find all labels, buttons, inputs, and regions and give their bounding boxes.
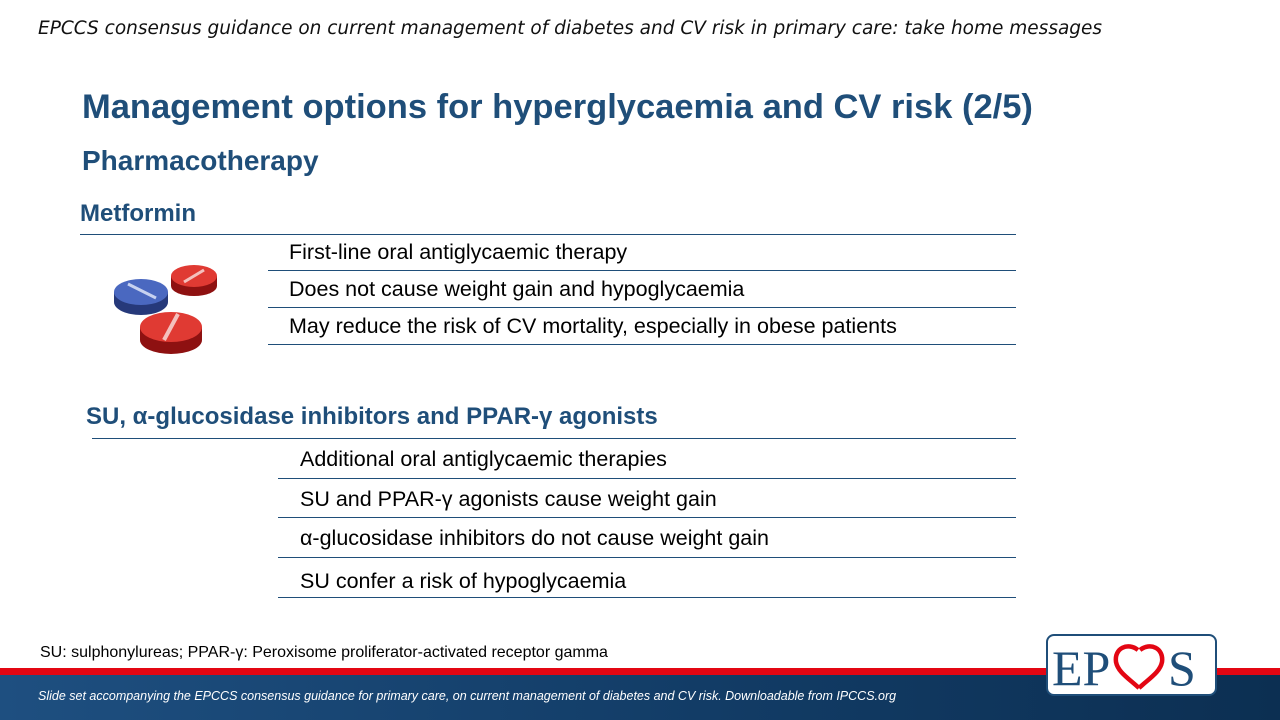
divider-line xyxy=(278,557,1016,558)
abbreviation-footnote: SU: sulphonylureas; PPAR-γ: Peroxisome proliferator-activated receptor gamma xyxy=(40,644,608,661)
divider-line xyxy=(278,478,1016,479)
su-heading: SU, α-glucosidase inhibitors and PPAR-γ agonists xyxy=(86,403,658,430)
svg-text:EP: EP xyxy=(1052,640,1111,694)
metformin-point: Does not cause weight gain and hypoglycaemia xyxy=(289,277,745,301)
su-point: α-glucosidase inhibitors do not cause weight gain xyxy=(300,526,769,550)
footer-text: Slide set accompanying the EPCCS consensus guidance for primary care, on current management of diabetes and CV risk. Downloadable from IPCCS.org xyxy=(38,689,897,703)
svg-text:S: S xyxy=(1168,640,1196,694)
su-point: SU and PPAR-γ agonists cause weight gain xyxy=(300,487,717,511)
divider-line xyxy=(278,597,1016,598)
divider-line xyxy=(80,234,1016,235)
epccs-logo xyxy=(1046,634,1217,696)
metformin-heading: Metformin xyxy=(80,200,196,227)
divider-line xyxy=(268,307,1016,308)
divider-line xyxy=(92,438,1016,439)
su-point: Additional oral antiglycaemic therapies xyxy=(300,447,667,471)
slide-subtitle: Pharmacotherapy xyxy=(82,145,319,176)
slide-title: Management options for hyperglycaemia and CV risk (2/5) xyxy=(82,88,1033,126)
metformin-point: First-line oral antiglycaemic therapy xyxy=(289,240,628,264)
divider-line xyxy=(278,517,1016,518)
pills-icon xyxy=(108,254,228,362)
divider-line xyxy=(268,270,1016,271)
metformin-point: May reduce the risk of CV mortality, especially in obese patients xyxy=(289,314,897,338)
divider-line xyxy=(268,344,1016,345)
su-point: SU confer a risk of hypoglycaemia xyxy=(300,569,627,593)
running-title: EPCCS consensus guidance on current management of diabetes and CV risk in primary care: take home messages xyxy=(38,18,1103,39)
